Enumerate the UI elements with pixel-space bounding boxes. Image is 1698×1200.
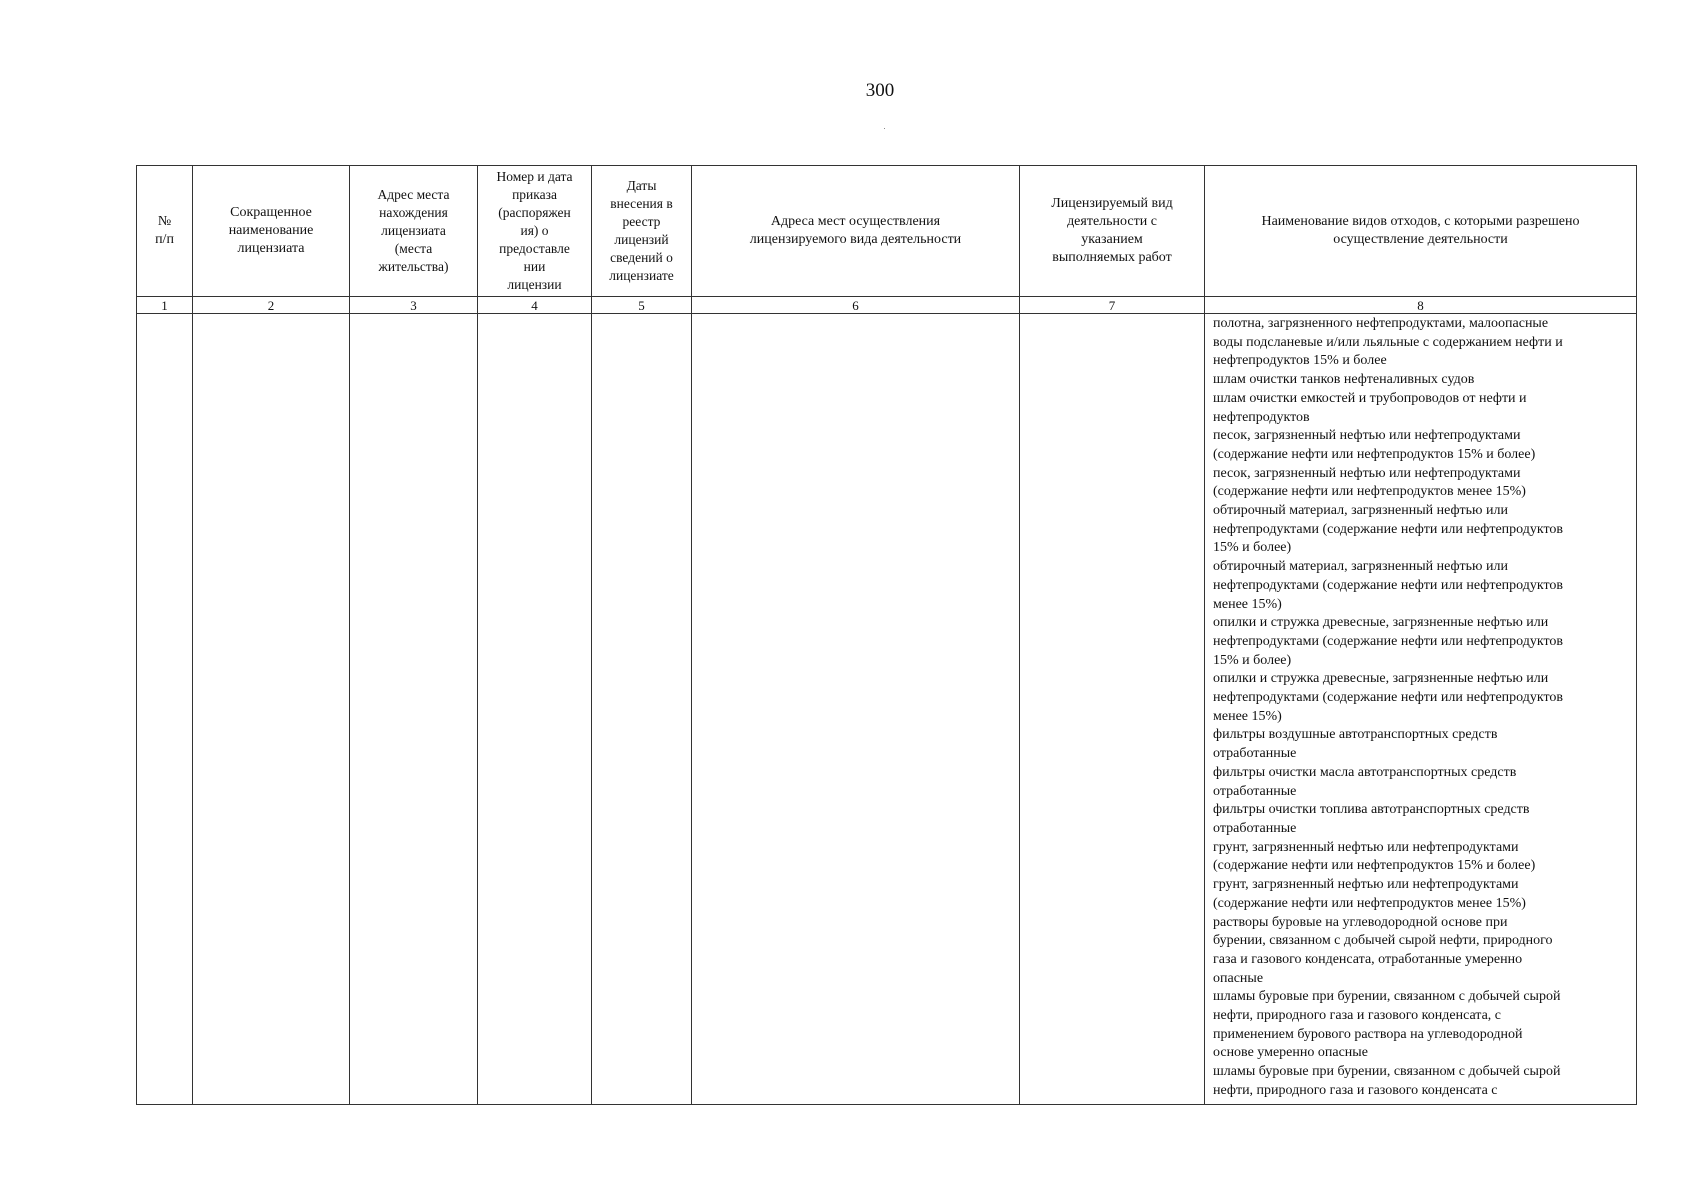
waste-line: шлам очистки емкостей и трубопроводов от нефти и [1213,390,1527,406]
header-cell-order-number-date [478,166,592,297]
header-cell-registry-dates [592,166,692,297]
waste-line: бурении, связанном с добычей сырой нефти, природного [1213,933,1553,949]
waste-line: (содержание нефти или нефтепродуктов менее 15%) [1213,895,1526,911]
column-number: 1 [137,297,193,314]
waste-line: нефтепродуктами (содержание нефти или нефтепродуктов [1213,577,1564,593]
waste-line: грунт, загрязненный нефтью или нефтепродуктами [1213,839,1519,855]
waste-line: нефтепродуктами (содержание нефти или нефтепродуктов [1213,521,1564,537]
license-registry-table [136,165,1637,1105]
header-line: приказа [512,187,557,202]
waste-line: фильтры очистки масла автотранспортных средств [1213,764,1517,780]
waste-line: нефти, природного газа и газового конденсата с [1213,1082,1498,1098]
header-line: наименование [228,223,314,238]
waste-line: грунт, загрязненный нефтью или нефтепродуктами [1213,877,1519,893]
data-row [137,314,1637,1105]
waste-line: нефтепродуктов 15% и более [1213,353,1387,369]
waste-line: растворы буровые на углеводородной основе при [1213,914,1508,930]
waste-line: нефтепродуктами (содержание нефти или нефтепродуктов [1213,633,1564,649]
header-line: жительства) [378,259,449,274]
page-number: 300 [865,80,895,101]
waste-line: опилки и стружка древесные, загрязненные нефтью или [1213,615,1549,631]
waste-types-list [1205,314,1636,1101]
header-line: п/п [155,232,174,247]
waste-line: шлам очистки танков нефтеналивных судов [1213,372,1475,388]
header-line: предоставле [499,241,570,256]
waste-line: менее 15%) [1213,596,1282,612]
waste-line: 15% и более) [1213,652,1292,668]
header-line: Номер и дата [496,169,573,184]
header-line: нии [523,259,546,274]
header-line: (места [394,241,433,256]
waste-line: (содержание нефти или нефтепродуктов менее 15%) [1213,484,1526,500]
header-line: Адреса мест осуществления [770,214,941,229]
header-line: внесения в [610,196,673,211]
header-line: осуществление деятельности [1333,232,1508,247]
waste-line: шламы буровые при бурении, связанном с добычей сырой [1213,1064,1561,1080]
header-line: Адрес места [377,187,450,202]
column-number: 5 [592,297,692,314]
waste-line: основе умеренно опасные [1213,1045,1368,1061]
waste-line: газа и газового конденсата, отработанные умеренно [1213,951,1523,967]
waste-line: обтирочный материал, загрязненный нефтью или [1213,559,1508,575]
column-number: 4 [478,297,592,314]
waste-line: применением бурового раствора на углеводородной [1213,1026,1523,1042]
scan-speck [884,128,885,129]
header-line: лицензиате [609,268,674,283]
column-number: 2 [193,297,350,314]
header-line: ия) о [520,223,549,238]
header-line: сведений о [610,250,673,265]
header-line: лицензий [614,232,669,247]
header-line: лицензируемого вида деятельности [749,232,962,247]
cell-order-empty [478,314,592,1105]
header-line: указанием [1081,232,1143,247]
waste-line: нефтепродуктами (содержание нефти или нефтепродуктов [1213,690,1564,706]
header-line: Лицензируемый вид [1051,196,1173,211]
header-line: лицензии [507,277,562,292]
waste-line: менее 15%) [1213,708,1282,724]
header-line: Наименование видов отходов, с которыми разрешено [1261,214,1580,229]
header-line: Сокращенное [230,205,312,220]
header-line: (распоряжен [498,205,571,220]
cell-registry-dates-empty [592,314,692,1105]
cell-number-empty [137,314,193,1105]
header-line: деятельности с [1067,214,1157,229]
waste-line: (содержание нефти или нефтепродуктов 15% и более) [1213,446,1536,462]
cell-licensee-address-empty [350,314,478,1105]
cell-licensee-name-empty [193,314,350,1105]
waste-line: 15% и более) [1213,540,1292,556]
waste-line: песок, загрязненный нефтью или нефтепродуктами [1213,428,1521,444]
waste-line: (содержание нефти или нефтепродуктов 15% и более) [1213,858,1536,874]
header-line: реестр [622,214,661,229]
waste-line: отработанные [1213,783,1297,799]
waste-line: опилки и стружка древесные, загрязненные нефтью или [1213,671,1549,687]
cell-activity-addresses-empty [692,314,1020,1105]
header-line: Даты [626,178,657,193]
header-line: № [157,214,172,229]
waste-line: воды подсланевые и/или льяльные с содержанием нефти и [1213,334,1563,350]
header-cell-licensee-name [193,166,350,297]
waste-line: отработанные [1213,820,1297,836]
waste-line: опасные [1213,970,1264,986]
column-number: 3 [350,297,478,314]
waste-line: отработанные [1213,746,1297,762]
waste-line: нефти, природного газа и газового конденсата, с [1213,1008,1502,1024]
column-number: 8 [1205,297,1637,314]
header-line: лицензиата [237,241,305,256]
waste-line: обтирочный материал, загрязненный нефтью или [1213,503,1508,519]
waste-line: фильтры воздушные автотранспортных средств [1213,727,1498,743]
header-line: выполняемых работ [1052,250,1172,265]
header-line: нахождения [379,205,448,220]
column-number: 7 [1020,297,1205,314]
header-line: лицензиата [381,223,446,238]
column-number-row [137,297,1637,314]
header-cell-activity-addresses [692,166,1020,297]
waste-line: песок, загрязненный нефтью или нефтепродуктами [1213,465,1521,481]
cell-waste-types [1205,314,1637,1105]
column-number: 6 [692,297,1020,314]
header-cell-waste-types [1205,166,1637,297]
header-cell-number [137,166,193,297]
waste-line: фильтры очистки топлива автотранспортных средств [1213,802,1530,818]
cell-licensed-activity-empty [1020,314,1205,1105]
header-row [137,166,1637,297]
waste-line: шламы буровые при бурении, связанном с добычей сырой [1213,989,1561,1005]
waste-line: нефтепродуктов [1213,409,1310,425]
header-cell-licensed-activity [1020,166,1205,297]
header-cell-licensee-address [350,166,478,297]
waste-line: полотна, загрязненного нефтепродуктами, малоопасные [1213,316,1549,331]
